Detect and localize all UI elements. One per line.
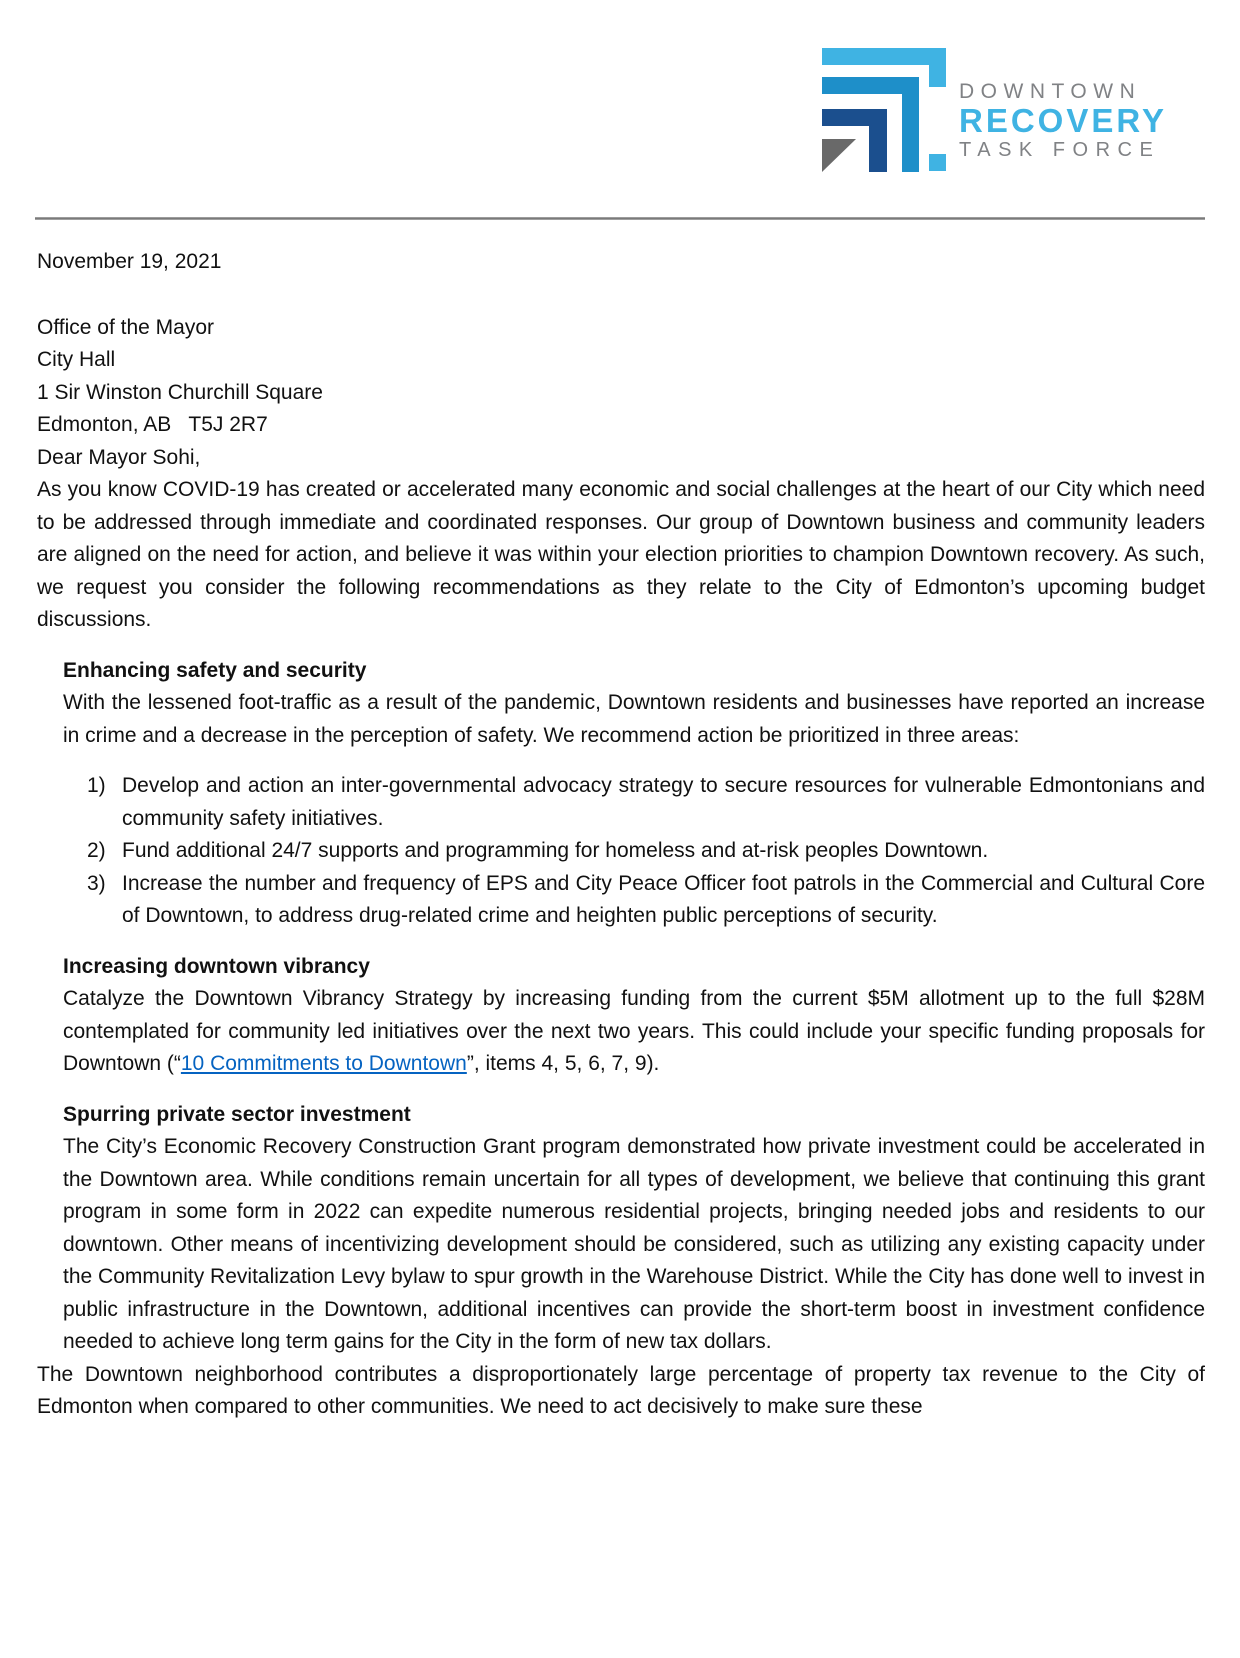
section-body: The City’s Economic Recovery Construction Grant program demonstrated how private investment could be accelerated in the Downtown area. While conditions remain uncertain for all types of development, we believe that continuing this grant program in some form in 2022 can expedite numerous residential projects, bringing needed jobs and residents to our downtown. Other means of incentivizing development should be considered, such as utilizing any existing capacity under the Community Revitalization Levy bylaw to spur growth in the Warehouse District. While the City has done well to invest in public infrastructure in the Downtown, additional incentives can provide the short-term boost in investment confidence needed to achieve long term gains for the City in the form of new tax dollars. bbox=[63, 1135, 1205, 1353]
list-text: Develop and action an inter-governmental advocacy strategy to secure resources for vulnerable Edmontonians and community safety initiatives. bbox=[122, 774, 1205, 830]
section-heading: Spurring private sector investment bbox=[63, 1102, 411, 1126]
intro-paragraph: As you know COVID-19 has created or accelerated many economic and social challenges at the heart of our City which need to be addressed through immediate and coordinated responses. Our group of Downtown business and community leaders are aligned on the need for action, and believe it was within your election priorities to champion Downtown recovery. As such, we request you consider the following recommendations as they relate to the City of Edmonton’s upcoming budget discussions. bbox=[37, 478, 1205, 631]
logo-word-taskforce: TASK FORCE bbox=[959, 139, 1161, 161]
recipient-line: 1 Sir Winston Churchill Square bbox=[37, 380, 323, 404]
logo-midblue-vertical bbox=[902, 94, 919, 172]
section-safety-security bbox=[63, 655, 1205, 933]
section-heading: Increasing downtown vibrancy bbox=[63, 954, 370, 978]
logo-gray-triangle bbox=[822, 139, 856, 172]
list-number: 3) bbox=[87, 871, 106, 895]
logo-wordmark bbox=[959, 48, 1167, 172]
letter-content bbox=[37, 246, 1205, 1424]
section-body bbox=[63, 983, 1205, 1081]
logo-lightblue-corner bbox=[929, 65, 946, 87]
section-heading: Enhancing safety and security bbox=[63, 658, 367, 682]
letter-date: November 19, 2021 bbox=[37, 250, 222, 273]
header-divider bbox=[35, 217, 1205, 220]
salutation: Dear Mayor Sohi, bbox=[37, 445, 201, 469]
recipient-address bbox=[37, 312, 1205, 442]
closing-paragraph: The Downtown neighborhood contributes a disproportionately large percentage of property tax revenue to the City of Edmonton when compared to other communities. We need to act decisively to make sure these bbox=[37, 1362, 1205, 1418]
list-number: 2) bbox=[87, 839, 106, 862]
section-body: With the lessened foot-traffic as a result of the pandemic, Downtown residents and businesses have reported an increase in crime and a decrease in the perception of safety. We recommend action be prioritized in three areas: bbox=[63, 691, 1205, 747]
logo-lightblue-square bbox=[929, 154, 946, 171]
logo-word-downtown: DOWNTOWN bbox=[959, 80, 1142, 103]
logo-navy-bar bbox=[822, 109, 887, 126]
ten-commitments-to-downtown-link[interactable]: 10 Commitments to Downtown bbox=[180, 1052, 467, 1075]
list-text: Fund additional 24/7 supports and programming for homeless and at-risk peoples Downtown. bbox=[122, 839, 989, 862]
recipient-line: Office of the Mayor bbox=[37, 315, 215, 339]
downtown-recovery-task-force-logo bbox=[822, 48, 1167, 172]
section-private-investment bbox=[63, 1099, 1205, 1359]
list-item bbox=[63, 770, 1205, 835]
recipient-line: Edmonton, AB T5J 2R7 bbox=[37, 413, 268, 436]
logo-lightblue-bar bbox=[822, 48, 946, 65]
section-downtown-vibrancy bbox=[63, 951, 1205, 1081]
body-text-after-link: ”, items 4, 5, 6, 7, 9). bbox=[466, 1052, 660, 1075]
list-item bbox=[63, 868, 1205, 933]
recipient-line: City Hall bbox=[37, 348, 116, 371]
list-text: Increase the number and frequency of EPS and City Peace Officer foot patrols in the Commercial and Cultural Core of Downtown, to address drug-related crime and heighten public perceptions of security. bbox=[122, 871, 1205, 927]
logo-corner-arrows-icon bbox=[822, 48, 946, 172]
safety-recommendations-list bbox=[63, 770, 1205, 933]
list-number: 1) bbox=[87, 774, 106, 797]
body-text-before-link: Catalyze the Downtown Vibrancy Strategy by increasing funding from the current $5M allotment up to the full $28M contemplated for community led initiatives over the next two years. This could include your specific funding proposals for Downtown (“ bbox=[63, 987, 1205, 1075]
list-item bbox=[63, 835, 1205, 868]
logo-word-recovery: RECOVERY bbox=[959, 102, 1167, 139]
logo-navy-vertical bbox=[869, 126, 887, 172]
logo-midblue-bar bbox=[822, 77, 919, 94]
